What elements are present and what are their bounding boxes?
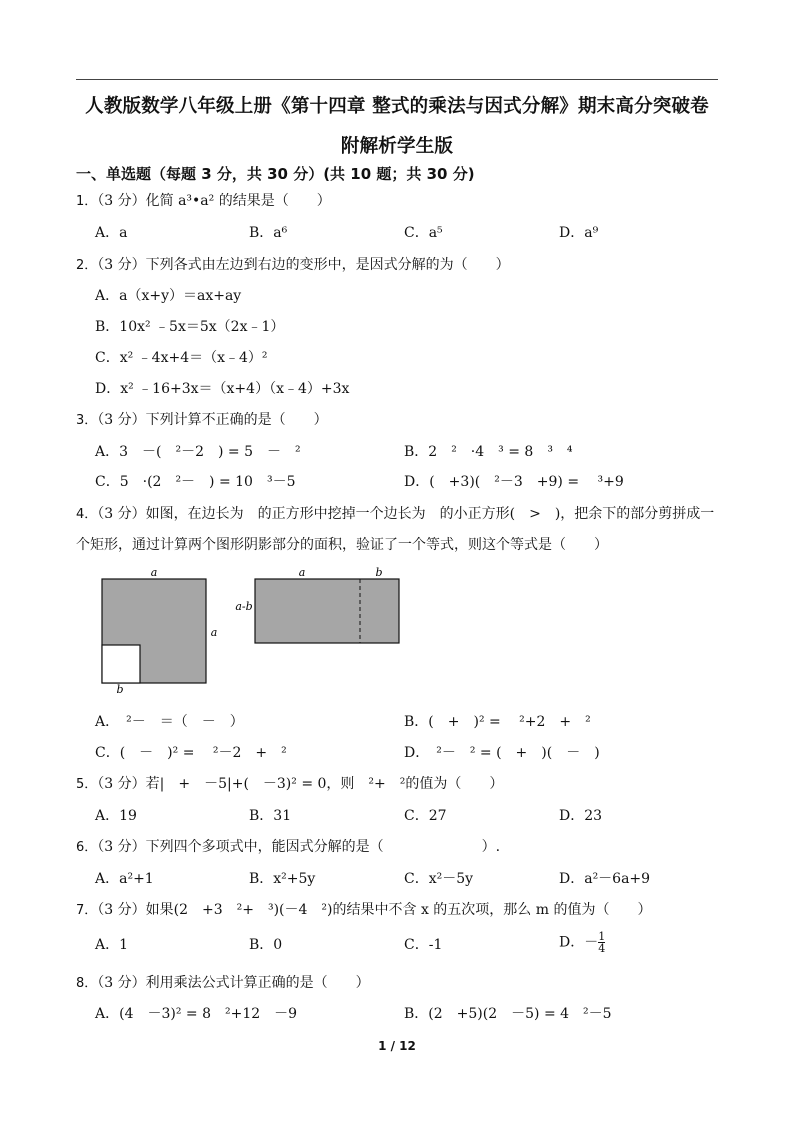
option-b: B．2 ² ·4 ³ = 8 ³ ⁴ [404, 444, 573, 460]
question-stem: （3 分）如图，在边长为 的正方形中挖掉一个边长为 的小正方形( > )，把余下的部分剪拼成一 [97, 506, 715, 522]
question-stem: （3 分）若| + －5|+( －3)² = 0，则 ²+ ²的值为（ ） [97, 776, 504, 792]
option-a: A．a [95, 225, 128, 241]
document-subtitle: 附解析学生版 [340, 136, 454, 157]
option-c: C．x²－5y [404, 871, 474, 887]
option-c: C．27 [404, 808, 447, 824]
small-square-removed [102, 645, 140, 683]
question-2: 2．（3 分）下列各式由左边到右边的变形中，是因式分解的为（ ） [76, 257, 510, 273]
section-heading: 一、单选题（每题 3 分，共 30 分）(共 10 题；共 30 分) [76, 165, 475, 183]
label-a-minus-b: a-b [235, 600, 253, 613]
option-a: A．1 [95, 937, 129, 953]
label-a-rect: a [298, 566, 306, 579]
option-c: C．-1 [404, 937, 443, 953]
question-3: 3．（3 分）下列计算不正确的是（ ） [76, 412, 328, 428]
option-a: A． ²－ ＝（ － ） [95, 714, 244, 730]
option-b: B．a⁶ [249, 225, 288, 241]
option-d: D．a⁹ [559, 225, 599, 241]
option-d: D．23 [559, 808, 603, 824]
option-d: D．( +3)( ²－3 +9) = ³+9 [404, 474, 624, 490]
option-b: B．0 [249, 937, 283, 953]
option-d: D．－ $\frac{1}{4}$ [559, 930, 606, 955]
question-4-continued: 个矩形，通过计算两个图形阴影部分的面积，验证了一个等式，则这个等式是（ ） [76, 537, 608, 553]
question-4: 4．（3 分）如图，在边长为 的正方形中挖掉一个边长为 的小正方形( > )，把余下的部分剪拼成一 [76, 506, 715, 522]
question-stem: （3 分）下列计算不正确的是（ ） [97, 412, 328, 428]
question-stem: （3 分）化简 a³•a² 的结果是（ ） [97, 193, 331, 209]
option-b: B．x²+5y [249, 871, 316, 887]
question-8: 8．（3 分）利用乘法公式计算正确的是（ ） [76, 975, 370, 991]
header-rule [76, 79, 718, 80]
option-d: D． ²－ ² = ( + )( － ) [404, 745, 600, 761]
label-a-top: a [150, 566, 158, 579]
label-a-right: a [210, 626, 218, 639]
option-b: B．10x² ﹣5x＝5x（2x﹣1） [95, 319, 285, 335]
question-stem: （3 分）下列四个多项式中，能因式分解的是（ ）. [97, 839, 501, 855]
option-b: B．(2 +5)(2 －5) = 4 ²－5 [404, 1006, 612, 1022]
question-stem: （3 分）利用乘法公式计算正确的是（ ） [97, 975, 370, 991]
page-number: 1 / 12 [378, 1039, 416, 1053]
option-b: B．31 [249, 808, 292, 824]
option-a: A．a²+1 [95, 871, 154, 887]
question-7: 7．（3 分）如果(2 +3 ²+ ³)(－4 ²)的结果中不含 x 的五次项，那么 m 的值为（ ） [76, 902, 652, 918]
question-5: 5．（3 分）若| + －5|+( －3)² = 0，则 ²+ ²的值为（ ） [76, 776, 504, 792]
option-d: D．a²－6a+9 [559, 871, 651, 887]
question-stem: （3 分）下列各式由左边到右边的变形中，是因式分解的为（ ） [97, 257, 510, 273]
fraction-one-quarter: $\frac{1}{4}$ [598, 930, 606, 955]
rectangle-shaded [255, 579, 399, 643]
option-c: C．a⁵ [404, 225, 443, 241]
option-a: A．3 －( ²－2 ) = 5 － ² [95, 444, 301, 460]
question-stem: （3 分）如果(2 +3 ²+ ³)(－4 ²)的结果中不含 x 的五次项，那么 m 的值为（ ） [97, 902, 652, 918]
option-c: C．5 ·(2 ²－ ) = 10 ³－5 [95, 474, 296, 490]
option-d: D．x² ﹣16+3x＝（x+4）（x﹣4）+3x [95, 381, 350, 397]
option-a: A．(4 －3)² = 8 ²+12 －9 [95, 1006, 298, 1022]
label-b-rect: b [375, 566, 383, 579]
option-c: C．( － )² = ²－2 + ² [95, 745, 287, 761]
option-a: A．19 [95, 808, 137, 824]
label-b-bottom: b [116, 683, 124, 696]
document-title: 人教版数学八年级上册《第十四章 整式的乘法与因式分解》期末高分突破卷 [85, 96, 709, 117]
option-c: C．x² ﹣4x+4＝（x﹣4）² [95, 350, 268, 366]
option-a: A．a（x+y）＝ax+ay [95, 288, 242, 304]
question-1: 1．（3 分）化简 a³•a² 的结果是（ ） [76, 193, 331, 209]
figure-squares [98, 566, 408, 696]
question-6: 6．（3 分）下列四个多项式中，能因式分解的是（ ）. [76, 839, 501, 855]
option-b: B．( + )² = ²+2 + ² [404, 714, 591, 730]
